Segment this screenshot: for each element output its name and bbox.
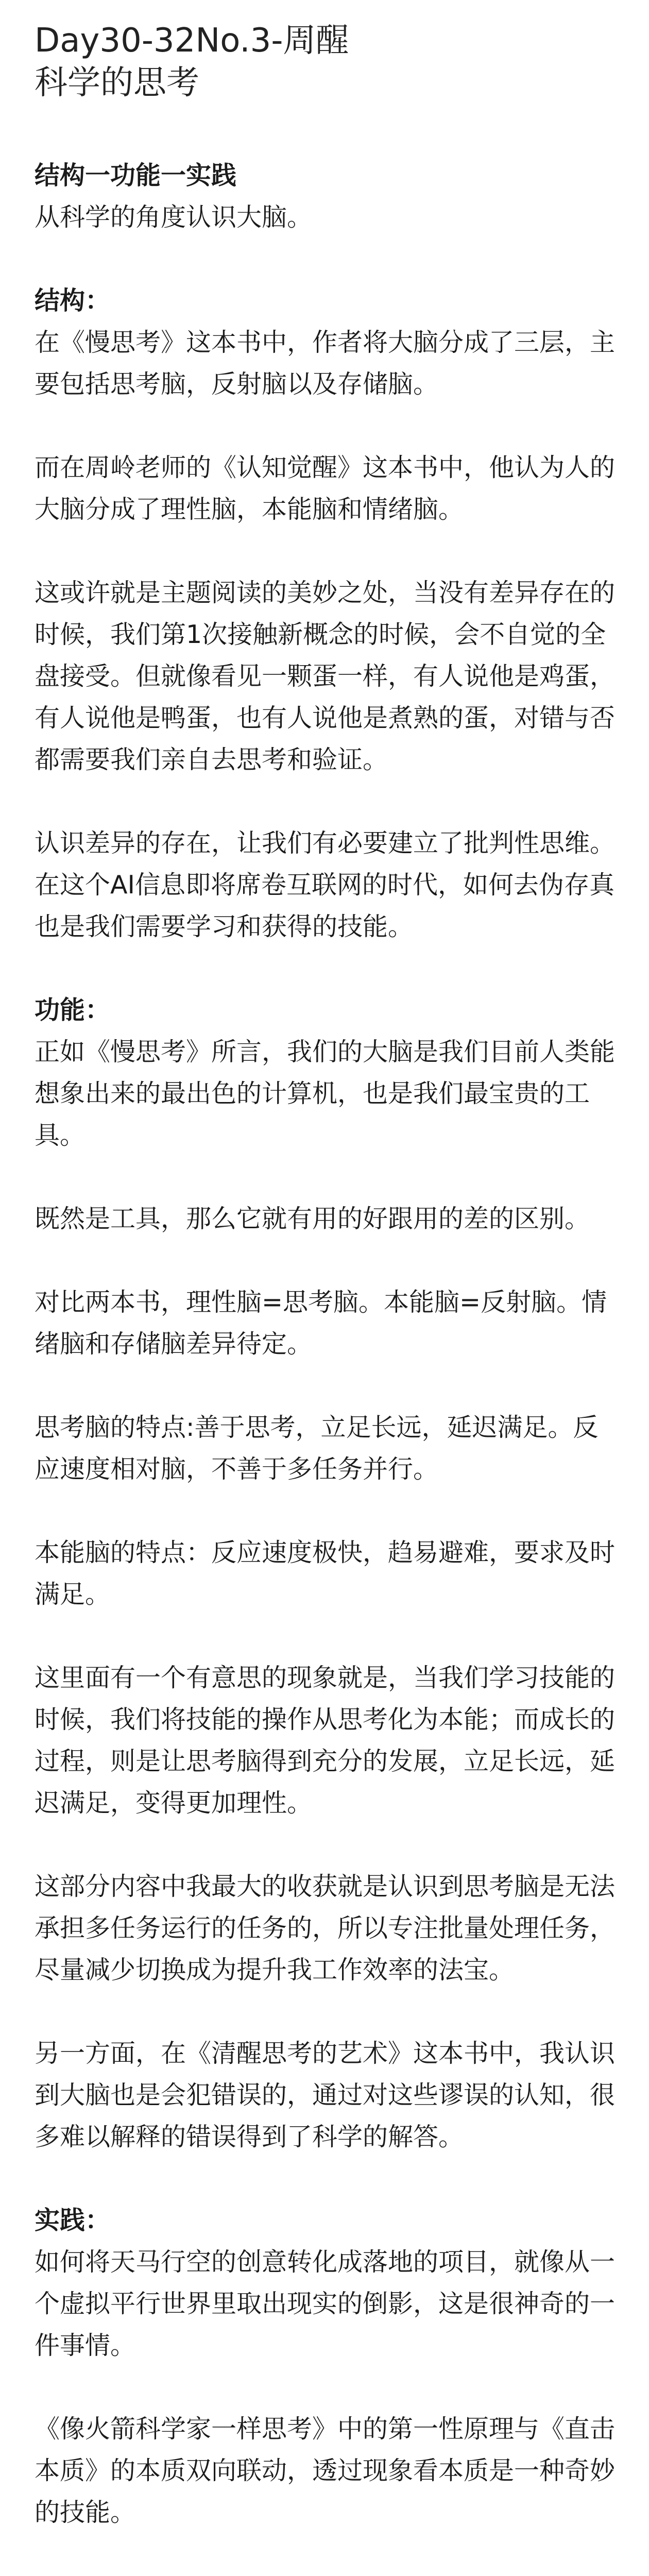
section-heading-practice: 实践： (35, 2206, 111, 2235)
paragraph: 这部分内容中我最大的收获就是认识到思考脑是无法承担多任务运行的任务的，所以专注批量处理任务，尽量减少切换成为提升我工作效率的法宝。 (35, 1872, 616, 1985)
paragraph: 既然是工具，那么它就有用的好跟用的差的区别。 (35, 1204, 590, 1233)
paragraph: 这里面有一个有意思的现象就是，当我们学习技能的时候，我们将技能的操作从思考化为本能；而成长的过程，则是让思考脑得到充分的发展，立足长远，延迟满足，变得更加理性。 (35, 1663, 616, 1818)
paragraph: 如何将天马行空的创意转化成落地的项目，就像从一个虚拟平行世界里取出现实的倒影，这是很神奇的一件事情。 (35, 2247, 616, 2360)
page-title (35, 20, 617, 104)
paragraph: 而在周岭老师的《认知觉醒》这本书中，他认为人的大脑分成了理性脑，本能脑和情绪脑。 (35, 453, 616, 524)
paragraph: 本能脑的特点：反应速度极快，趋易避难，要求及时满足。 (35, 1538, 616, 1609)
paragraph: 认识差异的存在，让我们有必要建立了批判性思维。在这个AI信息即将席卷互联网的时代，如何去伪存真也是我们需要学习和获得的技能。 (35, 828, 616, 941)
section-heading-function: 功能： (35, 995, 111, 1025)
title-line-1: Day30-32No.3-周醒 (35, 22, 349, 60)
section-heading-structure: 结构： (35, 286, 111, 315)
paragraph: 思考脑的特点:善于思考，立足长远，延迟满足。反应速度相对脑，不善于多任务并行。 (35, 1413, 599, 1484)
note-body (35, 155, 617, 2576)
paragraph: 对比两本书，理性脑=思考脑。本能脑=反射脑。情绪脑和存储脑差异待定。 (35, 1287, 607, 1359)
paragraph: 这或许就是主题阅读的美妙之处，当没有差异存在的时候，我们第1次接触新概念的时候，会不自觉的全盘接受。但就像看见一颗蛋一样，有人说他是鸡蛋，有人说他是鸭蛋，也有人说他是煮熟的蛋，对错与否都需要我们亲自去思考和验证。 (35, 578, 616, 774)
paragraph: 《像火箭科学家一样思考》中的第一性原理与《直击本质》的本质双向联动，透过现象看本质是一种奇妙的技能。 (35, 2414, 616, 2527)
paragraph: 另一方面，在《清醒思考的艺术》这本书中，我认识到大脑也是会犯错误的，通过对这些谬误的认知，很多难以解释的错误得到了科学的解答。 (35, 2039, 616, 2151)
section-heading-structure-function-practice: 结构一功能一实践 (35, 161, 237, 190)
paragraph: 在《慢思考》这本书中，作者将大脑分成了三层，主要包括思考脑，反射脑以及存储脑。 (35, 328, 616, 399)
title-line-2: 科学的思考 (35, 64, 199, 102)
paragraph: 从科学的角度认识大脑。 (35, 202, 313, 232)
paragraph: 正如《慢思考》所言，我们的大脑是我们目前人类能想象出来的最出色的计算机，也是我们最宝贵的工具。 (35, 1037, 616, 1150)
